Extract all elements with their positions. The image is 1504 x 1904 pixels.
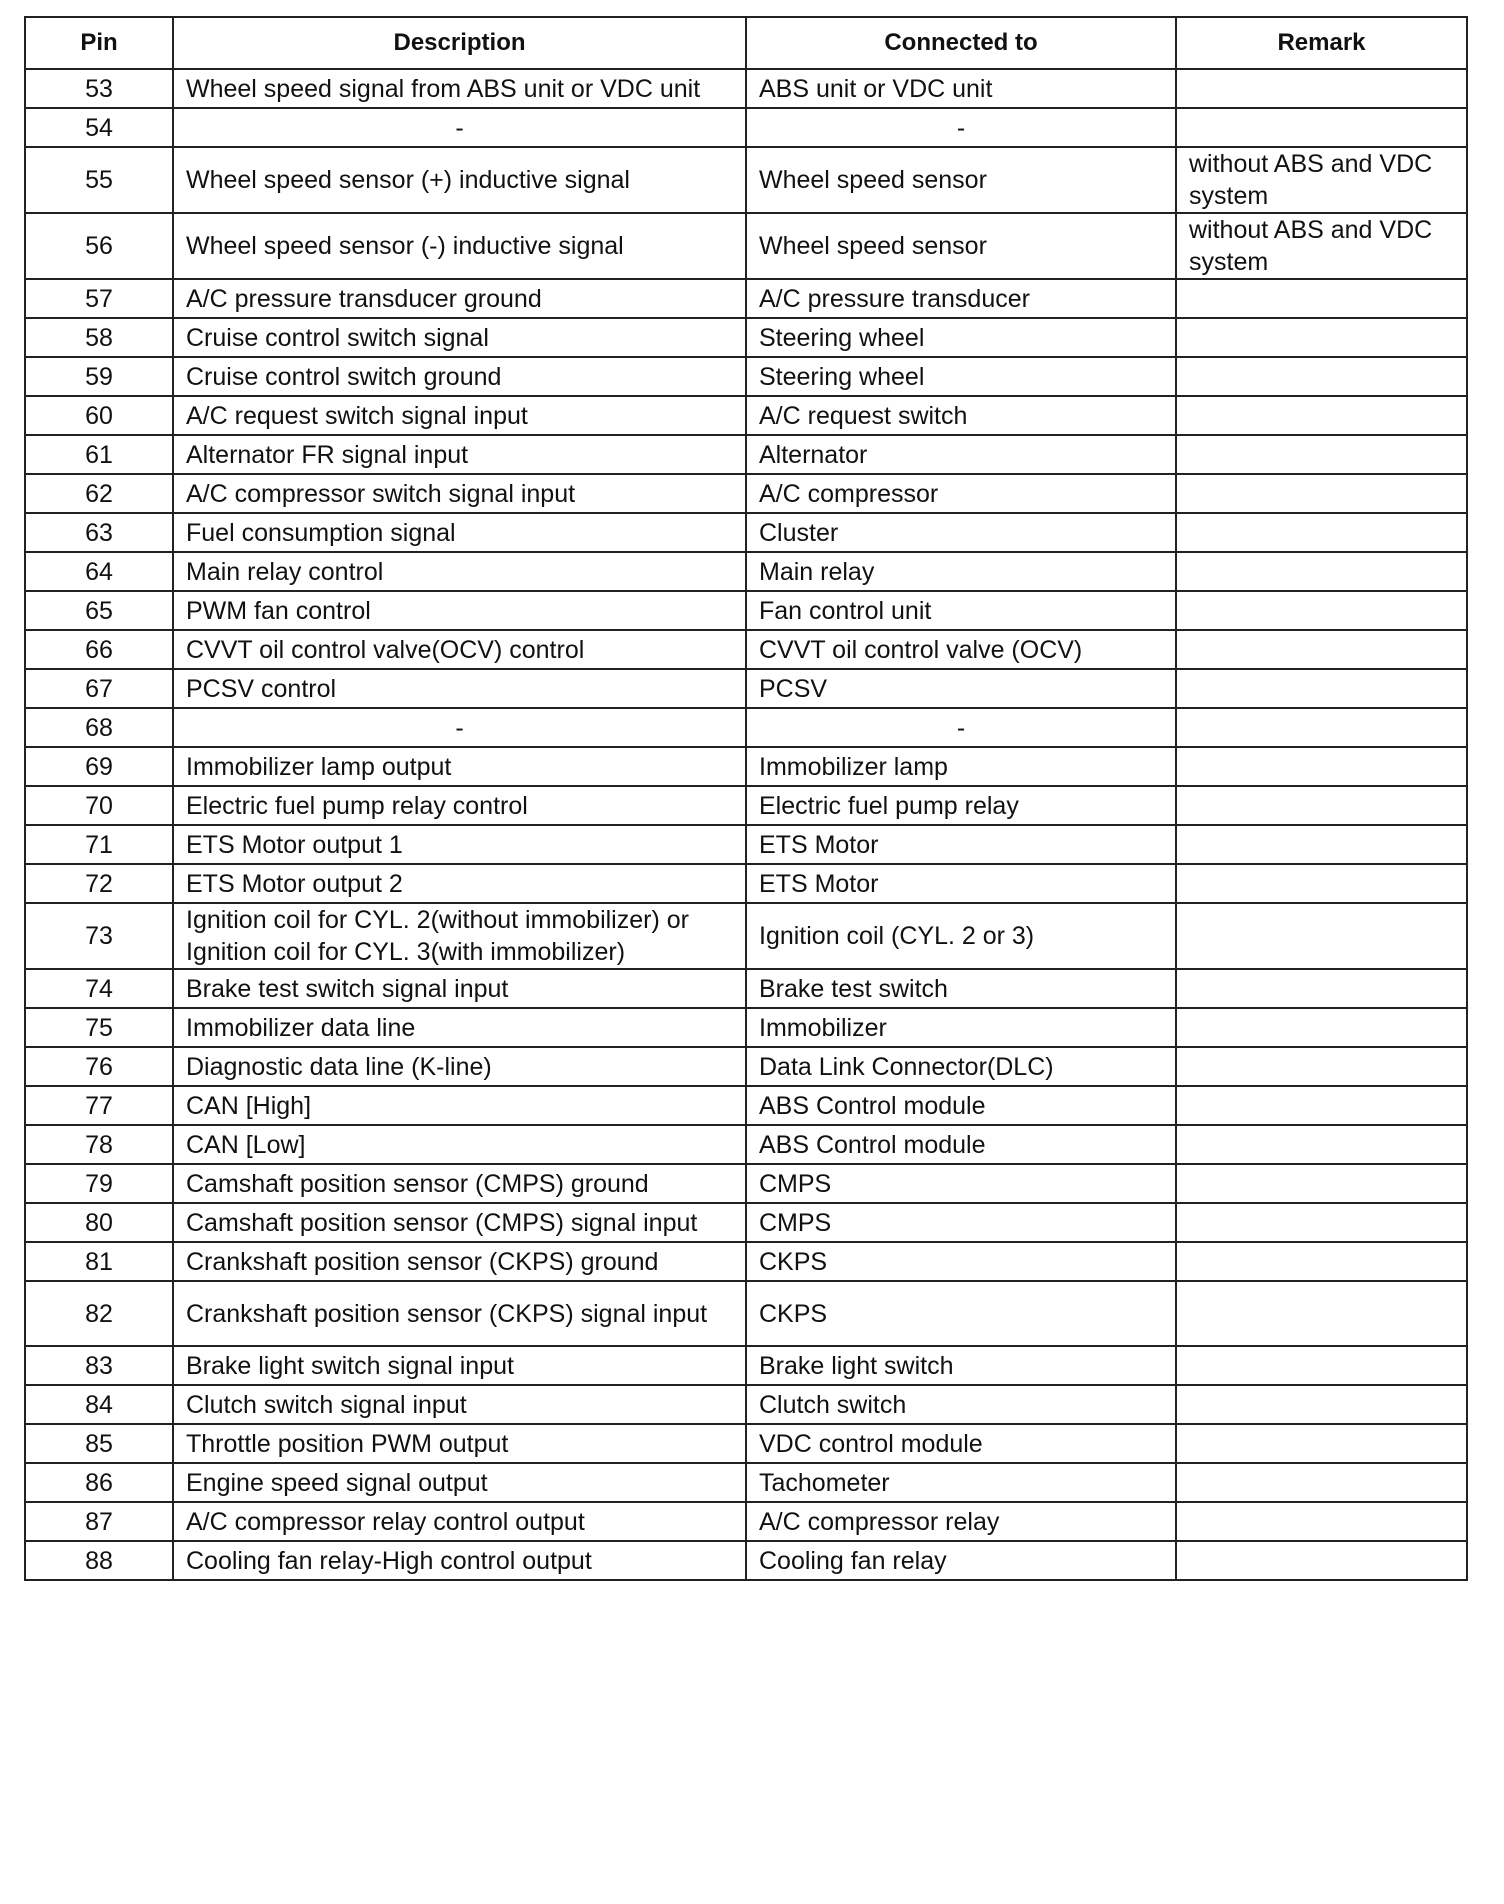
table-row [25, 630, 1467, 669]
connected-to-cell: Wheel speed sensor [746, 213, 1176, 279]
connected-to-cell: Brake test switch [746, 969, 1176, 1008]
table-row [25, 786, 1467, 825]
description-cell: A/C compressor relay control output [173, 1502, 746, 1541]
remark-cell [1176, 357, 1467, 396]
connected-to-cell: Electric fuel pump relay [746, 786, 1176, 825]
remark-cell [1176, 1346, 1467, 1385]
remark-cell [1176, 69, 1467, 108]
table-row [25, 1502, 1467, 1541]
table-row [25, 1346, 1467, 1385]
description-cell: CAN [High] [173, 1086, 746, 1125]
description-cell: Immobilizer data line [173, 1008, 746, 1047]
remark-cell [1176, 1086, 1467, 1125]
description-cell: A/C compressor switch signal input [173, 474, 746, 513]
table-row [25, 669, 1467, 708]
pin-cell: 76 [25, 1047, 173, 1086]
description-cell: - [173, 108, 746, 147]
remark-cell [1176, 513, 1467, 552]
remark-cell [1176, 1047, 1467, 1086]
description-cell: Fuel consumption signal [173, 513, 746, 552]
pin-cell: 73 [25, 903, 173, 969]
pin-cell: 66 [25, 630, 173, 669]
connected-to-cell: Clutch switch [746, 1385, 1176, 1424]
table-row [25, 1008, 1467, 1047]
connected-to-cell: Alternator [746, 435, 1176, 474]
connected-to-cell: Cooling fan relay [746, 1541, 1176, 1580]
connected-to-cell: Steering wheel [746, 357, 1176, 396]
description-cell: A/C pressure transducer ground [173, 279, 746, 318]
table-row [25, 1203, 1467, 1242]
pin-cell: 86 [25, 1463, 173, 1502]
remark-cell [1176, 1125, 1467, 1164]
description-cell: A/C request switch signal input [173, 396, 746, 435]
remark-cell [1176, 396, 1467, 435]
remark-cell [1176, 825, 1467, 864]
pin-cell: 80 [25, 1203, 173, 1242]
connected-to-cell: ABS Control module [746, 1086, 1176, 1125]
remark-cell [1176, 1203, 1467, 1242]
table-row [25, 108, 1467, 147]
connected-to-cell: Brake light switch [746, 1346, 1176, 1385]
remark-cell [1176, 1281, 1467, 1346]
table-row [25, 1242, 1467, 1281]
description-cell: Clutch switch signal input [173, 1385, 746, 1424]
pin-cell: 56 [25, 213, 173, 279]
header-connected-to: Connected to [746, 17, 1176, 69]
remark-cell [1176, 1463, 1467, 1502]
header-description: Description [173, 17, 746, 69]
description-cell: Alternator FR signal input [173, 435, 746, 474]
description-cell: PCSV control [173, 669, 746, 708]
description-cell: Throttle position PWM output [173, 1424, 746, 1463]
pin-cell: 68 [25, 708, 173, 747]
description-cell: Electric fuel pump relay control [173, 786, 746, 825]
table-row [25, 1086, 1467, 1125]
pin-cell: 74 [25, 969, 173, 1008]
pin-cell: 70 [25, 786, 173, 825]
description-cell: Cruise control switch ground [173, 357, 746, 396]
table-row [25, 1164, 1467, 1203]
description-cell: CAN [Low] [173, 1125, 746, 1164]
pin-cell: 55 [25, 147, 173, 213]
connected-to-cell: A/C compressor [746, 474, 1176, 513]
pin-cell: 78 [25, 1125, 173, 1164]
remark-cell [1176, 591, 1467, 630]
pin-cell: 65 [25, 591, 173, 630]
pin-cell: 62 [25, 474, 173, 513]
remark-cell [1176, 1385, 1467, 1424]
connected-to-cell: A/C compressor relay [746, 1502, 1176, 1541]
connected-to-cell: ABS unit or VDC unit [746, 69, 1176, 108]
table-row [25, 318, 1467, 357]
description-cell: Diagnostic data line (K-line) [173, 1047, 746, 1086]
header-pin: Pin [25, 17, 173, 69]
table-row [25, 279, 1467, 318]
pin-cell: 87 [25, 1502, 173, 1541]
description-cell: Brake light switch signal input [173, 1346, 746, 1385]
connected-to-cell: Immobilizer [746, 1008, 1176, 1047]
pin-cell: 54 [25, 108, 173, 147]
table-row [25, 825, 1467, 864]
table-row [25, 1281, 1467, 1346]
remark-cell [1176, 669, 1467, 708]
description-cell: Ignition coil for CYL. 2(without immobilizer) or Ignition coil for CYL. 3(with immobilizer) [173, 903, 746, 969]
table-row [25, 969, 1467, 1008]
connected-to-cell: - [746, 108, 1176, 147]
connected-to-cell: Ignition coil (CYL. 2 or 3) [746, 903, 1176, 969]
remark-cell [1176, 1242, 1467, 1281]
table-row [25, 1125, 1467, 1164]
table-row [25, 396, 1467, 435]
description-cell: Main relay control [173, 552, 746, 591]
table-row [25, 435, 1467, 474]
remark-cell [1176, 108, 1467, 147]
connected-to-cell: A/C pressure transducer [746, 279, 1176, 318]
description-cell: PWM fan control [173, 591, 746, 630]
remark-cell [1176, 318, 1467, 357]
pin-description-table [24, 16, 1468, 1581]
connected-to-cell: Cluster [746, 513, 1176, 552]
connected-to-cell: Steering wheel [746, 318, 1176, 357]
description-cell: Engine speed signal output [173, 1463, 746, 1502]
pin-cell: 60 [25, 396, 173, 435]
connected-to-cell: CVVT oil control valve (OCV) [746, 630, 1176, 669]
connected-to-cell: A/C request switch [746, 396, 1176, 435]
pin-cell: 57 [25, 279, 173, 318]
remark-cell: without ABS and VDC system [1176, 147, 1467, 213]
table-row [25, 213, 1467, 279]
pin-cell: 69 [25, 747, 173, 786]
connected-to-cell: Immobilizer lamp [746, 747, 1176, 786]
remark-cell: without ABS and VDC system [1176, 213, 1467, 279]
description-cell: CVVT oil control valve(OCV) control [173, 630, 746, 669]
description-cell: Wheel speed sensor (-) inductive signal [173, 213, 746, 279]
remark-cell [1176, 552, 1467, 591]
table-row [25, 864, 1467, 903]
remark-cell [1176, 903, 1467, 969]
connected-to-cell: CMPS [746, 1203, 1176, 1242]
connected-to-cell: Tachometer [746, 1463, 1176, 1502]
table-row [25, 552, 1467, 591]
connected-to-cell: CMPS [746, 1164, 1176, 1203]
description-cell: Crankshaft position sensor (CKPS) ground [173, 1242, 746, 1281]
description-cell: ETS Motor output 2 [173, 864, 746, 903]
table-row [25, 708, 1467, 747]
remark-cell [1176, 969, 1467, 1008]
table-row [25, 513, 1467, 552]
description-cell: Immobilizer lamp output [173, 747, 746, 786]
connected-to-cell: CKPS [746, 1281, 1176, 1346]
pin-cell: 79 [25, 1164, 173, 1203]
connected-to-cell: CKPS [746, 1242, 1176, 1281]
pin-cell: 83 [25, 1346, 173, 1385]
pin-cell: 71 [25, 825, 173, 864]
description-cell: Wheel speed sensor (+) inductive signal [173, 147, 746, 213]
pin-cell: 72 [25, 864, 173, 903]
connected-to-cell: VDC control module [746, 1424, 1176, 1463]
pin-cell: 61 [25, 435, 173, 474]
remark-cell [1176, 1424, 1467, 1463]
description-cell: Camshaft position sensor (CMPS) signal input [173, 1203, 746, 1242]
table-row [25, 1463, 1467, 1502]
remark-cell [1176, 279, 1467, 318]
pin-cell: 88 [25, 1541, 173, 1580]
table-row [25, 147, 1467, 213]
pin-cell: 67 [25, 669, 173, 708]
connected-to-cell: - [746, 708, 1176, 747]
connected-to-cell: Wheel speed sensor [746, 147, 1176, 213]
description-cell: Brake test switch signal input [173, 969, 746, 1008]
pin-cell: 85 [25, 1424, 173, 1463]
pin-cell: 58 [25, 318, 173, 357]
header-remark: Remark [1176, 17, 1467, 69]
table-row [25, 1424, 1467, 1463]
pin-cell: 81 [25, 1242, 173, 1281]
connected-to-cell: ABS Control module [746, 1125, 1176, 1164]
table-row [25, 357, 1467, 396]
pin-cell: 77 [25, 1086, 173, 1125]
connected-to-cell: Fan control unit [746, 591, 1176, 630]
remark-cell [1176, 786, 1467, 825]
remark-cell [1176, 747, 1467, 786]
pin-cell: 63 [25, 513, 173, 552]
remark-cell [1176, 1502, 1467, 1541]
remark-cell [1176, 1164, 1467, 1203]
pin-cell: 59 [25, 357, 173, 396]
description-cell: Cooling fan relay-High control output [173, 1541, 746, 1580]
connected-to-cell: Main relay [746, 552, 1176, 591]
remark-cell [1176, 1541, 1467, 1580]
connected-to-cell: ETS Motor [746, 864, 1176, 903]
description-cell: Crankshaft position sensor (CKPS) signal input [173, 1281, 746, 1346]
description-cell: Cruise control switch signal [173, 318, 746, 357]
pin-cell: 82 [25, 1281, 173, 1346]
remark-cell [1176, 474, 1467, 513]
table-row [25, 1385, 1467, 1424]
pin-cell: 75 [25, 1008, 173, 1047]
table-row [25, 903, 1467, 969]
table-row [25, 69, 1467, 108]
table-row [25, 1047, 1467, 1086]
table-row [25, 1541, 1467, 1580]
remark-cell [1176, 864, 1467, 903]
connected-to-cell: ETS Motor [746, 825, 1176, 864]
remark-cell [1176, 1008, 1467, 1047]
table-row [25, 474, 1467, 513]
header-row [25, 17, 1467, 69]
description-cell: ETS Motor output 1 [173, 825, 746, 864]
table-row [25, 591, 1467, 630]
description-cell: Wheel speed signal from ABS unit or VDC unit [173, 69, 746, 108]
pin-cell: 84 [25, 1385, 173, 1424]
remark-cell [1176, 435, 1467, 474]
table-row [25, 747, 1467, 786]
connected-to-cell: PCSV [746, 669, 1176, 708]
remark-cell [1176, 708, 1467, 747]
connected-to-cell: Data Link Connector(DLC) [746, 1047, 1176, 1086]
remark-cell [1176, 630, 1467, 669]
pin-cell: 53 [25, 69, 173, 108]
pin-cell: 64 [25, 552, 173, 591]
description-cell: Camshaft position sensor (CMPS) ground [173, 1164, 746, 1203]
description-cell: - [173, 708, 746, 747]
